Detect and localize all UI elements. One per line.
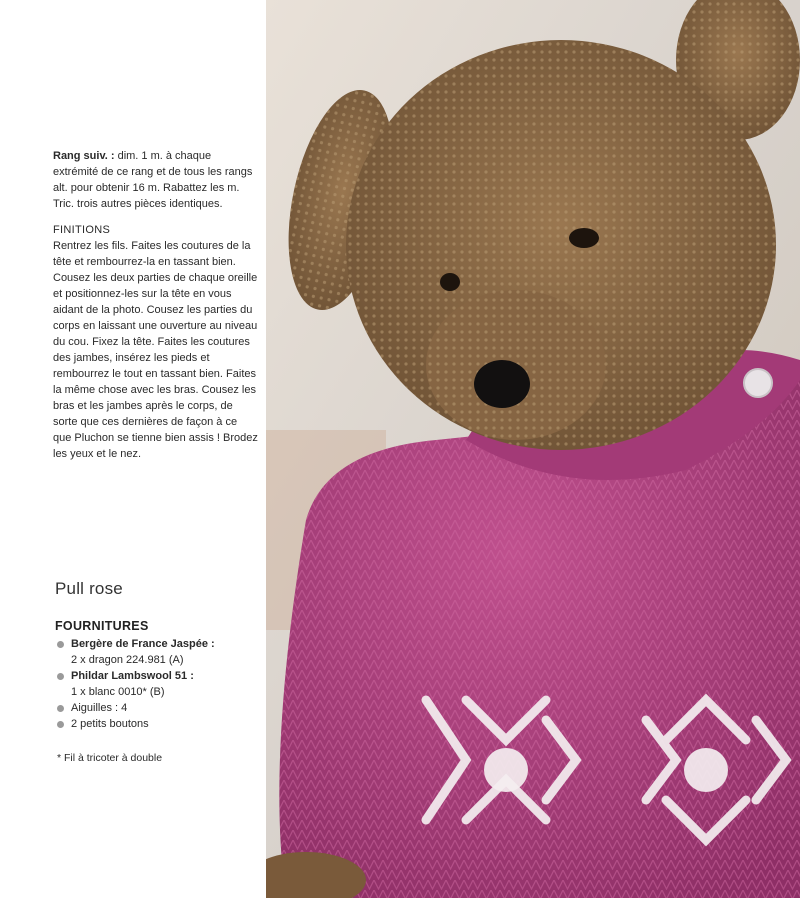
item-label: Aiguilles : 4: [71, 702, 128, 714]
finitions-heading: FINITIONS: [53, 224, 111, 236]
teddy-bear-photo: [266, 0, 800, 898]
pattern-center-left: [484, 748, 528, 792]
finitions-text: Rentrez les fils. Faites les coutures de la tête et rembourrez-la en tassant bien. Cousez les deux parties de chaque oreille et positionnez-les sur la tête en vous aidant de la photo. Cousez les parties du corps en laissant une ouverture au niveau du cou. Fixez la tête. Faites les coutures des jambes, insérez les pieds et rembourrez le tout en tassant bien. Faites la même chose avec les bras. Cousez les bras et les jambes après le corps, de sorte que ces dernières de façon à ce que Pluchon se tienne bien assis ! Brodez les yeux et le nez.: [53, 240, 258, 460]
text-column: [0, 0, 266, 898]
yarn-note: * Fil à tricoter à double: [57, 752, 163, 764]
item-detail: 2 x dragon 224.981 (A): [71, 654, 184, 666]
item-label: Bergère de France Jaspée :: [71, 638, 215, 650]
pattern-center-right: [684, 748, 728, 792]
rang-label: Rang suiv. :: [53, 150, 115, 162]
sweater-button: [744, 369, 772, 397]
list-item: [55, 636, 260, 668]
rang-paragraph: [53, 148, 258, 196]
fournitures-list: [55, 636, 260, 732]
list-item: [55, 668, 260, 700]
instructions-block: [53, 148, 258, 462]
bear-nose: [474, 360, 530, 408]
item-label: 2 petits boutons: [71, 718, 149, 730]
fournitures-block: [55, 618, 260, 732]
bear-right-eye: [569, 228, 599, 248]
item-label: Phildar Lambswool 51 :: [71, 670, 194, 682]
item-detail: 1 x blanc 0010* (B): [71, 686, 165, 698]
rang-text: dim. 1 m. à chaque extrémité de ce rang et de tous les rangs alt. pour obtenir 16 m. Rabattez les m.: [53, 150, 253, 194]
list-item: [55, 700, 260, 716]
bear-left-eye: [440, 273, 460, 291]
list-item: [55, 716, 260, 732]
tric-text: Tric. trois autres pièces identiques.: [53, 198, 223, 210]
teddy-bear-illustration: [266, 0, 800, 898]
fournitures-heading: FOURNITURES: [55, 619, 149, 633]
pull-title: Pull rose: [55, 579, 123, 598]
